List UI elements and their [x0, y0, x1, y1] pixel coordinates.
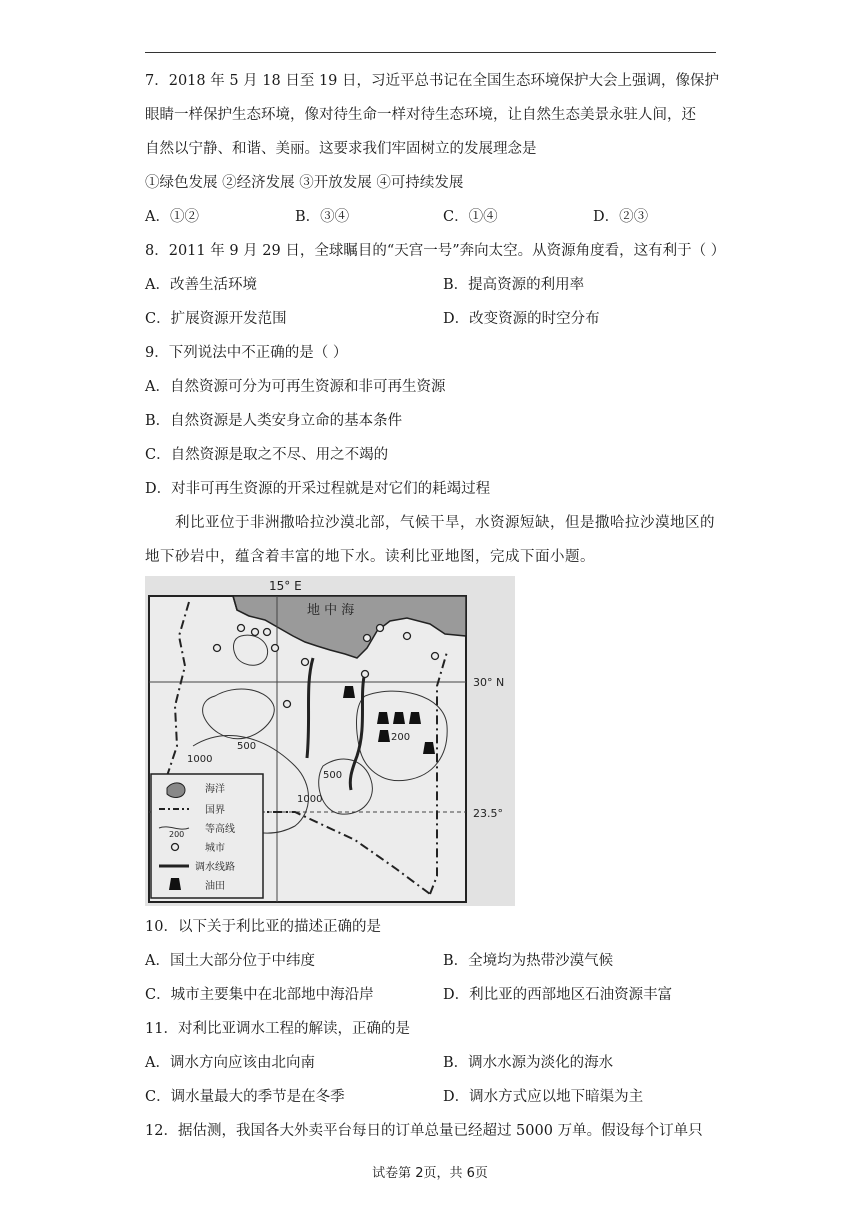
- q7-option-d: D．②③: [593, 209, 649, 225]
- q7-option-b: B．③④: [295, 209, 350, 225]
- intro-line2: 地下砂岩中，蕴含着丰富的地下水。读利比亚地图，完成下面小题。: [145, 549, 595, 565]
- q7-option-a: A．①②: [145, 209, 199, 225]
- map-legend: [151, 774, 263, 898]
- intro-line1: 利比亚位于非洲撒哈拉沙漠北部，气候干旱，水资源短缺，但是撒哈拉沙漠地区的: [175, 515, 715, 531]
- legend-water-line: 调水线路: [195, 862, 235, 873]
- libya-map-svg: [145, 576, 515, 906]
- q7-items: ①绿色发展 ②经济发展 ③开放发展 ④可持续发展: [145, 175, 464, 191]
- q8-option-a: A．改善生活环境: [145, 277, 257, 293]
- contour-label-1000-south: 1000: [297, 794, 323, 805]
- q8-option-b: B．提高资源的利用率: [443, 277, 585, 293]
- header-rule: [145, 52, 716, 53]
- q9-option-b: B．自然资源是人类安身立命的基本条件: [145, 413, 403, 429]
- page-footer: 试卷第 2页，共 6页: [372, 1166, 488, 1181]
- q9-option-a: A．自然资源可分为可再生资源和非可再生资源: [145, 379, 446, 395]
- q7-stem-line3: 自然以宁静、和谐、美丽。这要求我们牢固树立的发展理念是: [145, 141, 537, 157]
- contour-label-500-mid: 500: [323, 770, 343, 781]
- legend-city: 城市: [205, 843, 225, 854]
- contour-label-1000-west: 1000: [187, 754, 213, 765]
- q10-option-b: B．全境均为热带沙漠气候: [443, 953, 614, 969]
- q9-stem: 9．下列说法中不正确的是（ ）: [145, 345, 348, 361]
- q8-option-c: C．扩展资源开发范围: [145, 311, 287, 327]
- q11-option-b: B．调水水源为淡化的海水: [443, 1055, 614, 1071]
- legend-contour-sample: 200: [169, 830, 185, 839]
- q12-stem: 12．据估测，我国各大外卖平台每日的订单总量已经超过 5000 万单。假设每个订单只: [145, 1123, 703, 1139]
- libya-map: [145, 576, 515, 906]
- q10-option-c: C．城市主要集中在北部地中海沿岸: [145, 987, 374, 1003]
- lat-235-label: 23.5°: [473, 807, 503, 820]
- sea-label: 地 中 海: [307, 603, 355, 618]
- legend-contour: 等高线: [205, 824, 235, 835]
- q11-option-d: D．调水方式应以地下暗渠为主: [443, 1089, 644, 1105]
- legend-border: 国界: [205, 805, 225, 816]
- q7-stem-line2: 眼睛一样保护生态环境，像对待生命一样对待生态环境，让自然生态美景永驻人间，还: [145, 107, 696, 123]
- q10-stem: 10．以下关于利比亚的描述正确的是: [145, 919, 381, 935]
- q8-stem: 8．2011 年 9 月 29 日，全球瞩目的“天宫一号”奔向太空。从资源角度看，这有利于（ ）: [145, 243, 726, 259]
- q7-stem-line1: 7．2018 年 5 月 18 日至 19 日，习近平总书记在全国生态环境保护大会上强调，像保护: [145, 73, 720, 89]
- q9-option-d: D．对非可再生资源的开采过程就是对它们的耗竭过程: [145, 481, 491, 497]
- q10-option-a: A．国土大部分位于中纬度: [145, 953, 315, 969]
- q11-option-a: A．调水方向应该由北向南: [145, 1055, 315, 1071]
- q11-option-c: C．调水量最大的季节是在冬季: [145, 1089, 345, 1105]
- q8-option-d: D．改变资源的时空分布: [443, 311, 600, 327]
- q7-option-c: C．①④: [443, 209, 498, 225]
- contour-label-500-west: 500: [237, 741, 257, 752]
- q10-option-d: D．利比亚的西部地区石油资源丰富: [443, 987, 673, 1003]
- lat-30-label: 30° N: [473, 676, 505, 689]
- legend-ocean: 海洋: [205, 784, 225, 795]
- q9-option-c: C．自然资源是取之不尽、用之不竭的: [145, 447, 389, 463]
- lon-label: 15° E: [269, 579, 302, 593]
- q11-stem: 11．对利比亚调水工程的解读，正确的是: [145, 1021, 410, 1037]
- legend-oil-field: 油田: [205, 881, 225, 892]
- contour-label-200: 200: [391, 732, 411, 743]
